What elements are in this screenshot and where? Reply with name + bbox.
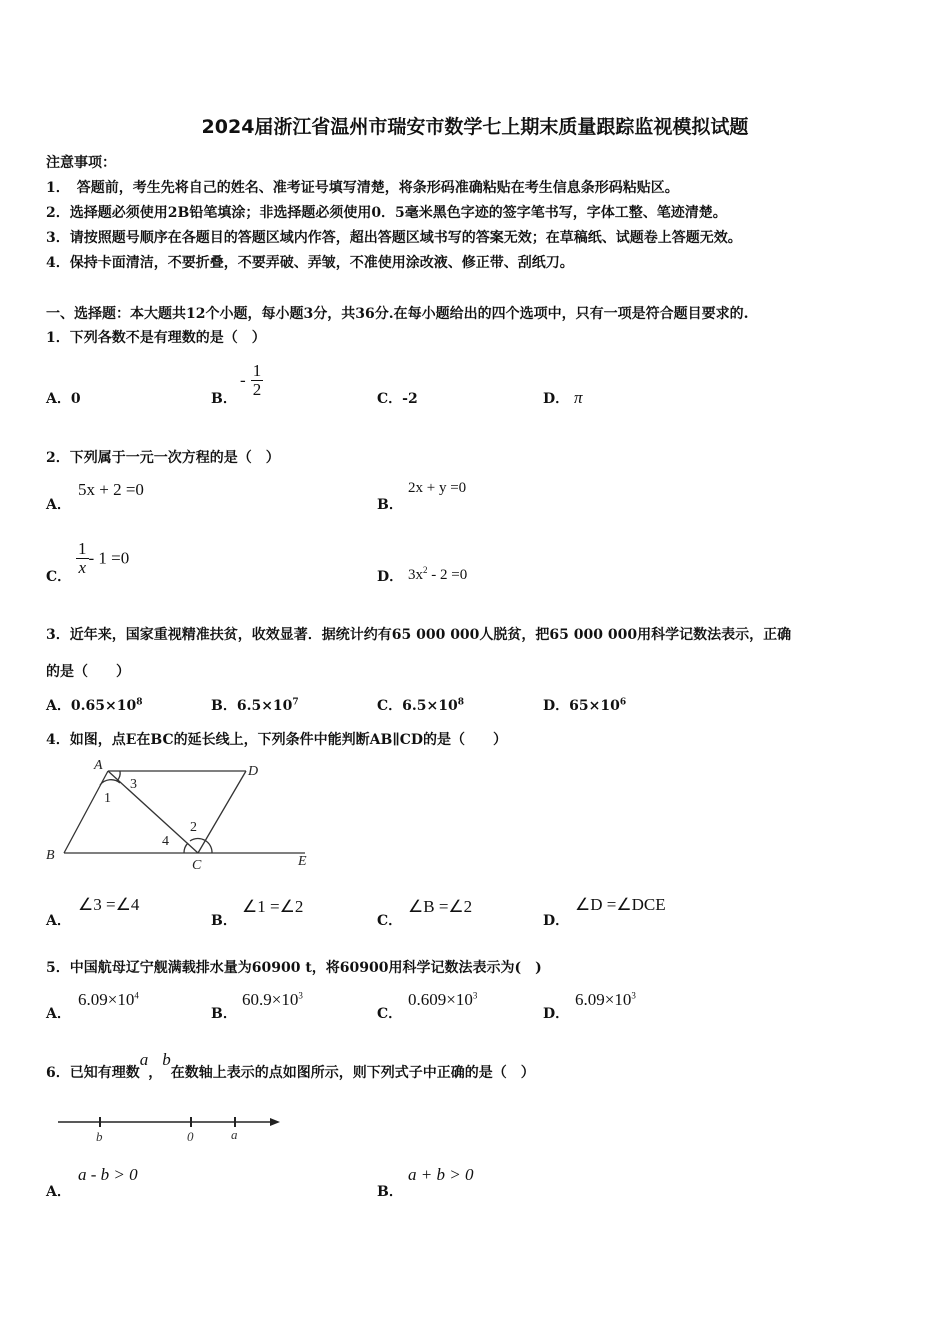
notice-item: 1． 答题前，考生先将自己的姓名、准考证号填写清楚，将条形码准确粘贴在考生信息条形码粘贴区。 [46,180,679,196]
question-4-stem: 4．如图，点E在BC的延长线上，下列条件中能判断AB∥CD的是（ ） [46,732,508,748]
label-c: C [192,858,202,873]
label-e: E [298,854,307,869]
notice-item: 2．选择题必须使用2B铅笔填涂；非选择题必须使用0．5毫米黑色字迹的签字笔书写，字体工整、笔迹清楚。 [46,205,727,221]
q3-option-b: B．$6.5\times 10^7$ [211,697,299,714]
q2-option-c: $\frac{1}{x}$ - 1 =0 [78,539,130,577]
q3-option-c: C．$6.5\times 10^8$ [377,697,464,714]
q2-option-d-label: D． [377,569,404,585]
number-line [50,1108,290,1148]
q5-option-b-label: B． [211,1006,237,1022]
label-a: A [94,758,103,773]
q3-option-a: A．$0.65\times 10^8$ [46,697,143,714]
q4-option-c-label: C． [377,913,403,929]
q2-option-b-label: B． [377,497,403,513]
q4-option-b-label: B． [211,913,237,929]
notice-heading: 注意事项： [46,155,116,171]
question-5-stem: 5．中国航母辽宁舰满载排水量为60900 t，将60900用科学记数法表示为( ) [46,960,542,976]
q5-option-d: $6.09\times 10^3$ [575,990,636,1009]
angle-3-label: 3 [130,777,137,792]
q1-option-b-label: B． [211,391,237,407]
q2-option-c-label: C． [46,569,72,585]
q1-option-c: C．-2 [377,391,418,407]
question-6-stem: 6．已知有理数a，b在数轴上表示的点如图所示，则下列式子中正确的是（ ） [46,1050,535,1081]
label-d: D [248,764,259,779]
q6-option-b: a + b > 0 [408,1165,474,1184]
q3-option-d: D．$65\times 10^6$ [543,697,627,714]
parallelogram-figure [40,755,320,875]
question-1-stem: 1．下列各数不是有理数的是（ ） [46,330,266,346]
q5-option-a: $6.09\times 10^4$ [78,990,139,1009]
angle-2-label: 2 [190,820,197,835]
section-heading: 一、选择题：本大题共12个小题，每小题3分，共36分.在每小题给出的四个选项中，只有一项是符合题目要求的. [46,306,749,322]
q4-option-a-label: A． [46,913,71,929]
q4-option-d: ∠D =∠DCE [575,895,666,914]
q1-option-b: - $\frac{1}{2}$ [240,361,262,399]
q2-option-a: 5x + 2 =0 [78,480,144,499]
label-b: B [46,848,55,863]
angle-4-arc [184,843,188,853]
q4-option-d-label: D． [543,913,570,929]
line-ac [108,771,198,853]
q1-option-a: A．0 [46,391,81,407]
arrow-icon [270,1118,280,1126]
angle-2-arc [190,838,212,853]
angle-4-label: 4 [162,834,169,849]
page-title: 2024届浙江省温州市瑞安市数学七上期末质量跟踪监视模拟试题 [201,116,749,138]
notice-item: 4．保持卡面清洁，不要折叠，不要弄破、弄皱，不准使用涂改液、修正带、刮纸刀。 [46,255,574,271]
q5-option-a-label: A． [46,1006,71,1022]
q4-option-a: ∠3 =∠4 [78,895,140,914]
question-3-stem: 3．近年来，国家重视精准扶贫，收效显著．据统计约有65 000 000人脱贫，把65 000 000用科学记数法表示，正确 [46,627,792,643]
q2-option-a-label: A． [46,497,71,513]
point-a-label: a [231,1127,238,1142]
q2-option-b: 2x + y =0 [408,480,467,496]
angle-3-arc [117,771,120,781]
question-2-stem: 2．下列属于一元一次方程的是（ ） [46,450,280,466]
q5-option-b: $60.9\times 10^3$ [242,990,303,1009]
point-b-label: b [96,1129,103,1144]
q5-option-d-label: D． [543,1006,570,1022]
q1-option-d: D． π [543,388,583,407]
q4-option-b: ∠1 =∠2 [242,897,304,916]
q6-option-a: a - b > 0 [78,1165,138,1184]
q6-option-b-label: B． [377,1184,403,1200]
angle-1-label: 1 [104,791,111,806]
q5-option-c: $0.609\times 10^3$ [408,990,478,1009]
notice-item: 3．请按照题号顺序在各题目的答题区域内作答，超出答题区域书写的答案无效；在草稿纸、试题卷上答题无效。 [46,230,742,246]
q2-option-d: $3x^2 - 2 =0$ [408,565,468,583]
q6-option-a-label: A． [46,1184,71,1200]
q4-option-c: ∠B =∠2 [408,897,473,916]
question-3-stem-cont: 的是（ ） [46,664,130,680]
origin-label: 0 [187,1129,194,1144]
q5-option-c-label: C． [377,1006,403,1022]
